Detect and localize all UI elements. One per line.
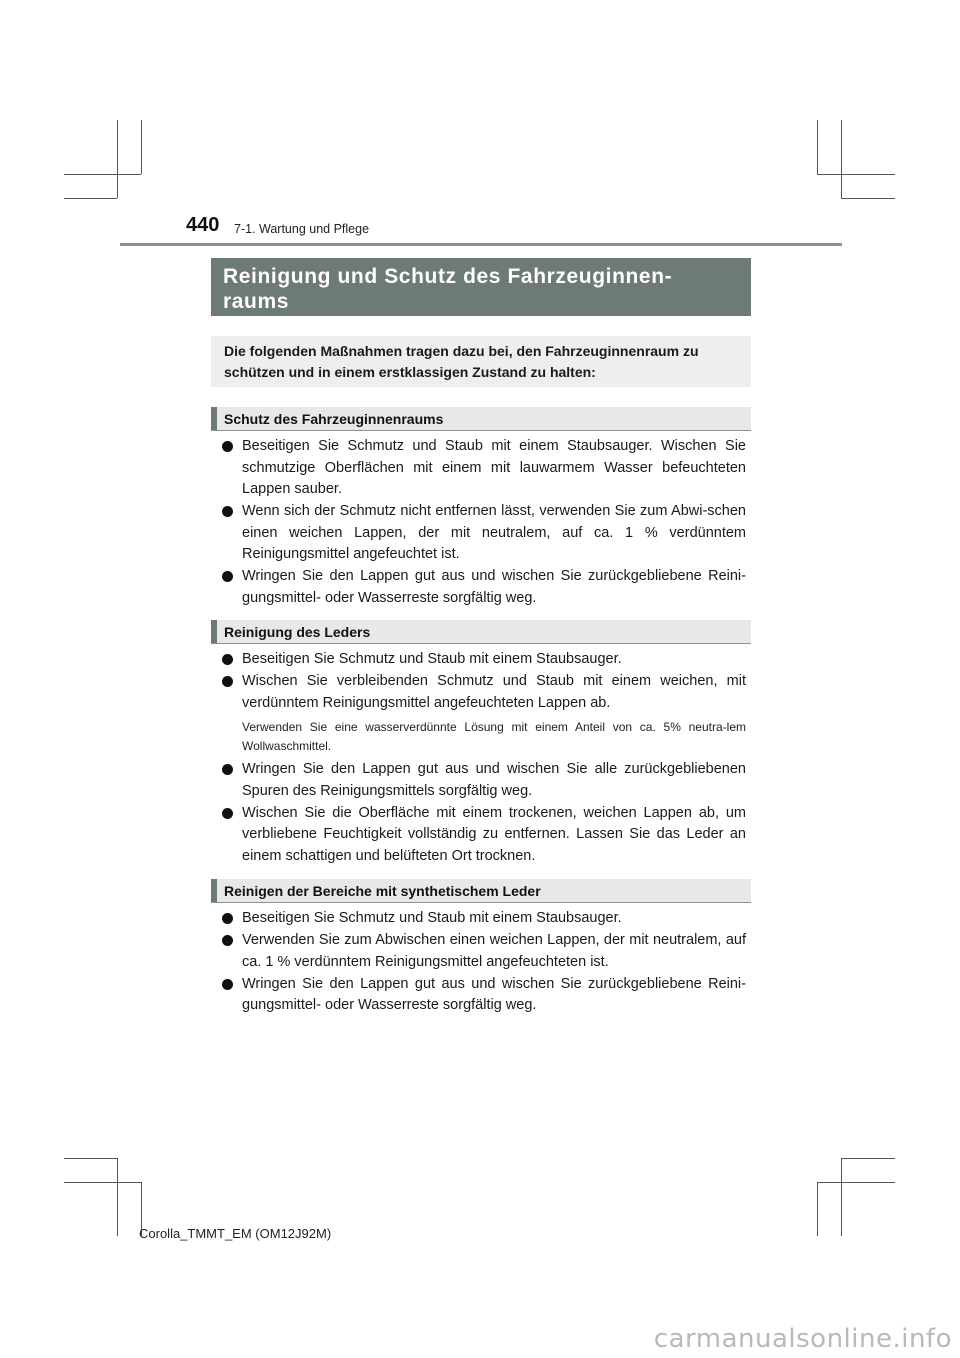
list-item: Wringen Sie den Lappen gut aus und wischen Sie zurückgebliebene Reini-gungsmittel- oder Wasserreste sorgfältig weg. <box>220 566 746 609</box>
crop-mark <box>64 1158 117 1159</box>
section-path: 7-1. Wartung und Pflege <box>234 222 370 236</box>
crop-mark <box>64 1182 141 1183</box>
list-item: Wenn sich der Schmutz nicht entfernen lässt, verwenden Sie zum Abwi-schen einen weichen Lappen, der mit neutralem, auf ca. 1 % verdünntem Reinigungsmittel angefeuchtet ist. <box>220 501 746 566</box>
header-divider <box>120 243 842 246</box>
section-heading <box>211 407 751 431</box>
crop-mark <box>64 198 117 199</box>
list-item: Beseitigen Sie Schmutz und Staub mit einem Staubsauger. <box>220 908 746 930</box>
crop-mark <box>64 174 141 175</box>
bullet-icon <box>222 979 233 990</box>
bullet-icon <box>222 654 233 665</box>
page-title-line-2: raums <box>223 290 290 313</box>
list-item: Beseitigen Sie Schmutz und Staub mit einem Staubsauger. <box>220 649 746 671</box>
section-heading-bar <box>211 620 217 643</box>
list-item: Verwenden Sie zum Abwischen einen weichen Lappen, der mit neutralem, auf ca. 1 % verdünntem Reinigungsmittel angefeuchteten ist. <box>220 930 746 973</box>
bullet-list <box>220 649 746 714</box>
list-item: Wringen Sie den Lappen gut aus und wischen Sie zurückgebliebene Reini-gungsmittel- oder Wasserreste sorgfältig weg. <box>220 974 746 1017</box>
section-heading-text: Schutz des Fahrzeuginnenraums <box>224 411 444 427</box>
bullet-icon <box>222 676 233 687</box>
footer-doc-id: Corolla_TMMT_EM (OM12J92M) <box>139 1226 332 1241</box>
page-title <box>211 258 751 316</box>
bullet-list <box>220 759 746 867</box>
bullet-icon <box>222 571 233 582</box>
intro-box <box>211 336 751 387</box>
section-heading-bar <box>211 407 217 430</box>
bullet-icon <box>222 935 233 946</box>
bullet-icon <box>222 764 233 775</box>
crop-mark <box>817 174 895 175</box>
crop-mark <box>117 120 118 198</box>
bullet-icon <box>222 506 233 517</box>
page-number: 440 <box>186 214 220 236</box>
crop-mark <box>841 120 842 198</box>
crop-mark <box>841 198 895 199</box>
section-heading-text: Reinigen der Bereiche mit synthetischem Leder <box>224 883 541 899</box>
bullet-list <box>220 436 746 609</box>
bullet-list <box>220 908 746 1017</box>
section-heading-text: Reinigung des Leders <box>224 624 371 640</box>
list-item: Wringen Sie den Lappen gut aus und wischen Sie alle zurückgebliebenen Spuren des Reinigungsmittels sorgfältig weg. <box>220 759 746 802</box>
section-heading <box>211 879 751 903</box>
list-item: Wischen Sie die Oberfläche mit einem trockenen, weichen Lappen ab, um verbliebene Feuchtigkeit vollständig zu entfernen. Lassen Sie das Leder an einem schattigen und belüfteten Ort trocknen. <box>220 803 746 868</box>
note-text: Verwenden Sie eine wasserverdünnte Lösung mit einem Anteil von ca. 5% neutra-lem Wollwaschmittel. <box>242 720 746 753</box>
list-item: Beseitigen Sie Schmutz und Staub mit einem Staubsauger. Wischen Sie schmutzige Oberflächen mit einem mit lauwarmem Wasser befeuchteten Lappen sauber. <box>220 436 746 501</box>
crop-mark <box>141 120 142 174</box>
section-heading <box>211 620 751 644</box>
section-heading-bar <box>211 879 217 902</box>
bullet-icon <box>222 808 233 819</box>
crop-mark <box>817 1182 818 1236</box>
intro-line-1: Die folgenden Maßnahmen tragen dazu bei, den Fahrzeuginnenraum zu <box>224 343 699 359</box>
list-item: Wischen Sie verbleibenden Schmutz und Staub mit einem weichen, mit verdünntem Reinigungsmittel angefeuchteten Lappen ab. <box>220 671 746 714</box>
bullet-icon <box>222 441 233 452</box>
crop-mark <box>841 1158 842 1236</box>
page-title-line-1: Reinigung und Schutz des Fahrzeuginnen- <box>223 265 673 288</box>
crop-mark <box>841 1158 895 1159</box>
crop-mark <box>817 1182 895 1183</box>
crop-mark <box>117 1158 118 1236</box>
watermark: carmanualsonline.info <box>653 1324 952 1354</box>
intro-line-2: schützen und in einem erstklassigen Zustand zu halten: <box>224 364 596 380</box>
crop-mark <box>817 120 818 174</box>
bullet-icon <box>222 913 233 924</box>
